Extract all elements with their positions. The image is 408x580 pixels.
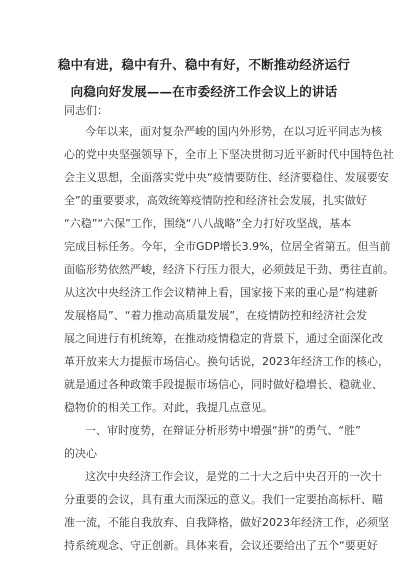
paragraph-line: 持系统观念、守正创新。具体来看，会议还要给出了五个“要更好 [64, 539, 378, 552]
paragraph-line: 分重要的会议，具有重大而深远的意义。我们一定要抬高标杆、瞄 [64, 493, 383, 506]
section-heading-cont: 的决心 [64, 447, 97, 460]
paragraph-line: 心的党中央坚强领导下，全市上下坚决贯彻习近平新时代中国特色社 [64, 148, 394, 161]
paragraph-line: 会主义思想，全面落实党中央“疫情要防住、经济要稳住、发展要安 [64, 171, 389, 184]
paragraph-line: 从这次中央经济工作会议精神上看，国家接下来的重心是“构建新 [64, 286, 378, 299]
title-line-1: 稳中有进，稳中有升、稳中有好，不断推动经济运行 [57, 57, 351, 72]
paragraph-line: 面临形势依然严峻，经济下行压力很大，必须鼓足干劲、勇往直前。 [64, 263, 394, 276]
paragraph-line: 全”的重要要求，高效统筹疫情防控和经济社会发展，扎实做好 [64, 194, 367, 207]
greeting: 同志们： [64, 104, 108, 117]
paragraph-line: 这次中央经济工作会议，是党的二十大之后中央召开的一次十 [85, 470, 382, 483]
paragraph-line: 革开放来大力提振市场信心。换句话说，2023年经济工作的核心， [64, 355, 389, 368]
paragraph-line: 今年以来，面对复杂严峻的国内外形势，在以习近平同志为核 [85, 125, 382, 138]
paragraph-line: 就是通过各种政策手段提振市场信心，同时做好稳增长、稳就业、 [64, 378, 383, 391]
paragraph-line: “六稳”“六保”工作，围绕“八八战略”全力打好攻坚战，基本 [64, 217, 352, 230]
paragraph-line: 发展格局”、“着力推动高质量发展”，在疫情防控和经济社会发 [64, 309, 368, 322]
paragraph-line: 准一流，不能自我放弃、自我降格，做好2023年经济工作，必须坚 [64, 516, 389, 529]
title-line-2: 向稳向好发展——在市委经济工作会议上的讲话 [70, 84, 338, 99]
paragraph-line: 稳物价的相关工作。对此，我提几点意见。 [64, 401, 273, 414]
paragraph-line: 完成目标任务。今年，全市GDP增长3.9%，位居全省第五。但当前 [64, 240, 391, 253]
section-heading: 一、审时度势，在辩证分析形势中增强“拼”的勇气、“胜” [85, 424, 361, 437]
paragraph-line: 展之间进行有机统筹，在推动疫情稳定的背景下，通过全面深化改 [64, 332, 383, 345]
